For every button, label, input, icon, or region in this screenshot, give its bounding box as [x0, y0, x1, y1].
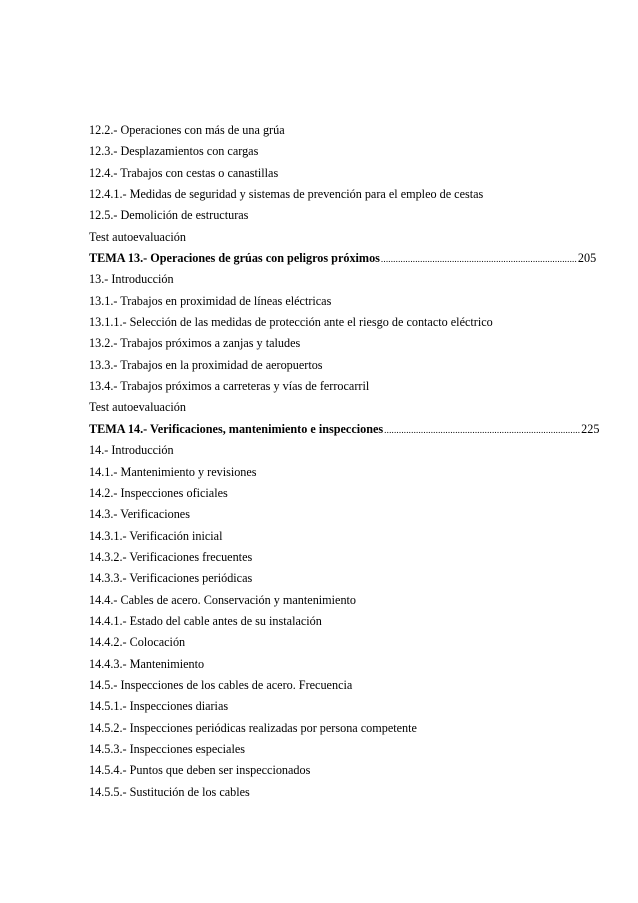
toc-entry: 13.1.1.- Selección de las medidas de protección ante el riesgo de contacto eléctrico — [89, 315, 493, 330]
toc-entry: 14.5.3.- Inspecciones especiales — [89, 741, 246, 756]
toc-entry: 14.3.1.- Verificación inicial — [89, 528, 223, 543]
toc-page-number: 205 — [577, 251, 597, 266]
toc-entry: 12.2.- Operaciones con más de una grúa — [89, 123, 285, 137]
toc-entry: 14.3.2.- Verificaciones frecuentes — [89, 549, 253, 564]
toc-entry: Test autoevaluación — [89, 400, 186, 415]
toc-entry: 13.1.- Trabajos en proximidad de líneas eléctricas — [89, 293, 332, 308]
toc-entry: 13.2.- Trabajos próximos a zanjas y taludes — [89, 336, 301, 351]
toc-entry: Test autoevaluación — [89, 229, 186, 244]
toc-entry: 12.4.1.- Medidas de seguridad y sistemas de prevención para el empleo de cestas — [89, 187, 484, 202]
toc-entry: 13.4.- Trabajos próximos a carreteras y vías de ferrocarril — [89, 379, 370, 394]
toc-entry: 14.2.- Inspecciones oficiales — [89, 485, 228, 500]
toc-entry: 14.4.2.- Colocación — [89, 635, 186, 650]
toc-entry: 14.5.- Inspecciones de los cables de acero. Frecuencia — [89, 677, 353, 692]
toc-entry: 14.5.5.- Sustitución de los cables — [89, 784, 250, 799]
toc-entry: 14.- Introducción — [89, 443, 174, 458]
toc-dot-leader: ................................................................................ — [380, 254, 577, 265]
toc-page-number: 225 — [581, 421, 600, 436]
toc-chapter-title: TEMA 13.- Operaciones de grúas con peligros próximos — [89, 251, 380, 266]
toc-entry: 14.5.2.- Inspecciones periódicas realizadas por persona competente — [89, 720, 417, 735]
toc-entry: 13.3.- Trabajos en la proximidad de aeropuertos — [89, 357, 323, 372]
toc-chapter-heading — [89, 248, 597, 269]
toc-chapter-title: TEMA 14.- Verificaciones, mantenimiento e inspecciones — [89, 421, 384, 436]
table-of-contents — [89, 120, 600, 803]
toc-entry: 14.4.1.- Estado del cable antes de su instalación — [89, 613, 322, 628]
toc-entry: 14.3.- Verificaciones — [89, 507, 190, 522]
toc-entry: 14.5.4.- Puntos que deben ser inspeccionados — [89, 763, 311, 778]
toc-dot-leader: ................................................................................ — [384, 424, 581, 435]
toc-entry: 12.5.- Demolición de estructuras — [89, 208, 249, 223]
toc-entry: 14.4.- Cables de acero. Conservación y mantenimiento — [89, 592, 357, 607]
toc-chapter-heading — [89, 419, 600, 440]
toc-entry: 14.1.- Mantenimiento y revisiones — [89, 464, 257, 479]
toc-entry: 12.4.- Trabajos con cestas o canastillas — [89, 165, 279, 180]
toc-entry: 14.5.1.- Inspecciones diarias — [89, 699, 229, 714]
toc-entry: 14.4.3.- Mantenimiento — [89, 656, 205, 671]
toc-entry: 13.- Introducción — [89, 272, 174, 287]
toc-entry: 12.3.- Desplazamientos con cargas — [89, 144, 259, 159]
toc-entry: 14.3.3.- Verificaciones periódicas — [89, 571, 253, 586]
